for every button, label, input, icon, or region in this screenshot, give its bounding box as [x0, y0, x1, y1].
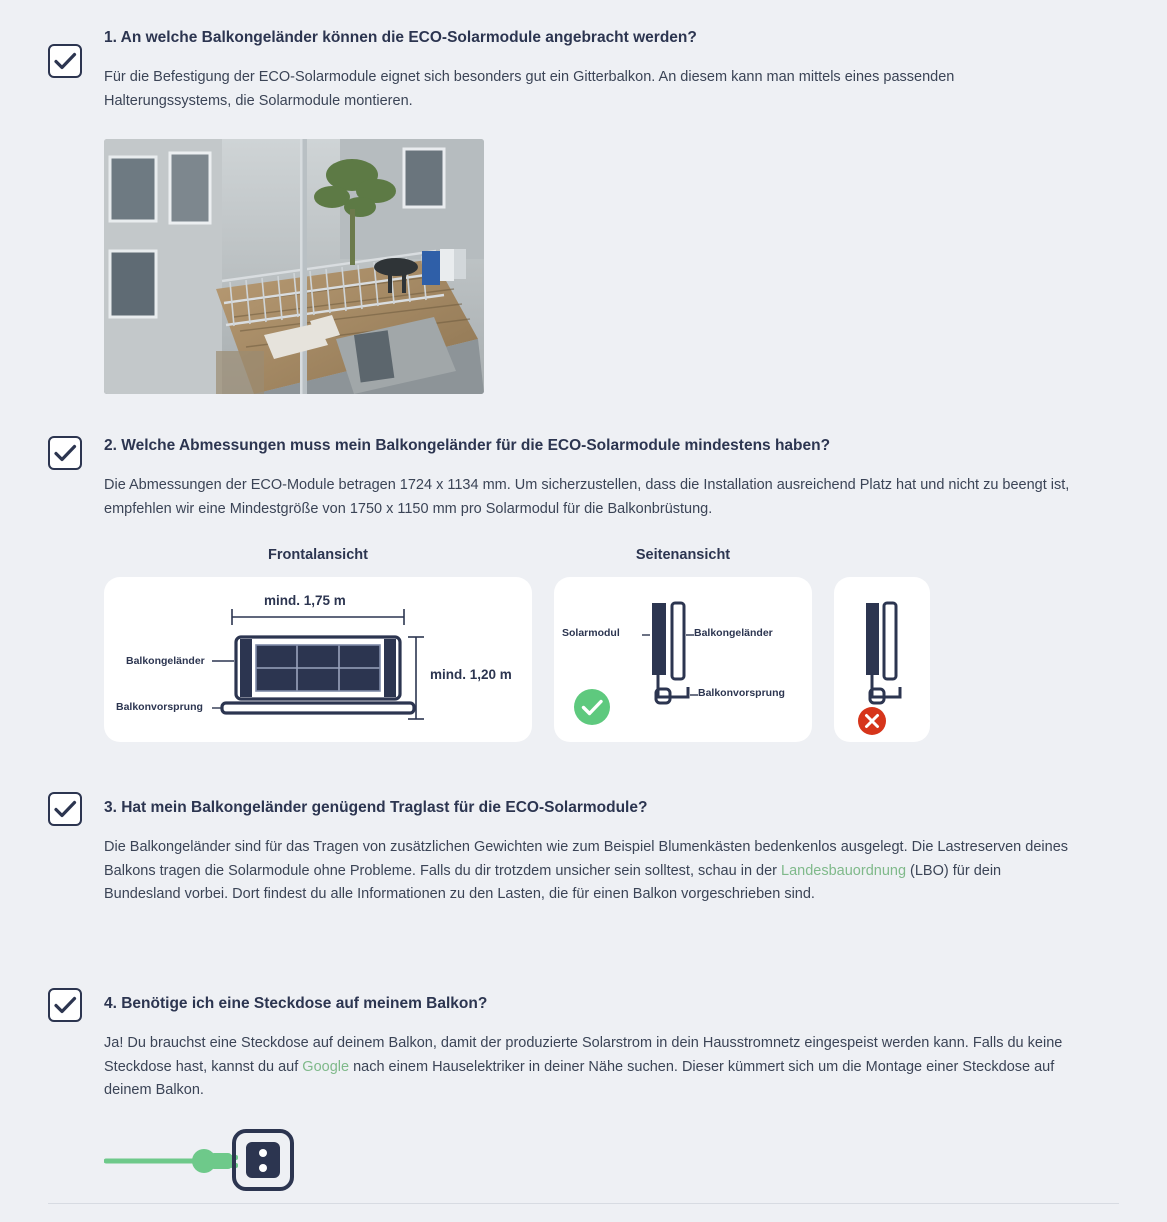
faq-answer-4-part2: nach einem Hauselektriker in deiner Nähe suchen. Dieser kümmert sich um die Montage einer Steckdose auf deinem Balkon.: [104, 1058, 1055, 1099]
diagram-front-view: [104, 547, 532, 742]
checkmark-icon: [48, 436, 82, 470]
faq-answer-1: Für die Befestigung der ECO-Solarmodule eignet sich besonders gut ein Gitterbalkon. An diesem kann man mittels eines passenden Halterungssystems, die Solarmodule montieren.: [104, 69, 955, 109]
faq-answer-3-part2: (LBO) für dein Bundesland vorbei. Dort findest du alle Informationen zu den Lasten, die für einen Balkon vorgeschrieben sind.: [104, 862, 1002, 903]
faq-item-3: [0, 792, 1167, 907]
checkmark-icon: [48, 44, 82, 78]
diagram-side-title: Seitenansicht: [635, 547, 731, 564]
socket-plug-graphic: [104, 1125, 404, 1195]
checkmark-icon: [48, 988, 82, 1022]
faq-answer-2: Die Abmessungen der ECO-Module betragen 1724 x 1134 mm. Um sicherzustellen, dass die Installation ausreichend Platz hat und nicht zu beengt ist, empfehlen wir eine Mindestgröße von 1750 x 1150 mm pro Solarmodul für die Balkonbrüstung.: [104, 477, 1070, 517]
faq-question-1: 1. An welche Balkongeländer können die ECO-Solarmodule angebracht werden?: [104, 29, 697, 46]
diagram-side-card-ok: [554, 577, 812, 742]
dimension-diagrams: [104, 547, 1107, 742]
front-width-label: mind. 1,75 m: [264, 593, 346, 609]
diagram-front-card: [104, 577, 532, 742]
balcony-photo: [104, 139, 484, 394]
faq-answer-4: [104, 1032, 1072, 1102]
faq-question-3: 3. Hat mein Balkongeländer genügend Traglast für die ECO-Solarmodule?: [104, 799, 648, 816]
front-overhang-label: Balkonvorsprung: [116, 701, 203, 714]
faq-item-1: [0, 22, 1167, 394]
front-railing-label: Balkongeländer: [126, 655, 205, 668]
faq-question-2: 2. Welche Abmessungen muss mein Balkongeländer für die ECO-Solarmodule mindestens haben?: [104, 437, 831, 454]
faq-item-2: [0, 430, 1167, 742]
front-height-label: mind. 1,20 m: [430, 667, 512, 683]
diagram-side-view-bad: [834, 547, 930, 742]
diagram-side-card-bad: [834, 577, 930, 742]
faq-answer-4-part1: Ja! Du brauchst eine Steckdose auf deinem Balkon, damit der produzierte Solarstrom in dein Hausstromnetz eingespeist werden kann. Falls du keine Steckdose hast, kannst du auf: [104, 1035, 1063, 1075]
diagram-front-title: Frontalansicht: [268, 547, 368, 564]
faq-item-4: [0, 988, 1167, 1195]
side-railing-label: Balkongeländer: [694, 627, 773, 640]
divider: [48, 1203, 1119, 1204]
landesbauordnung-link[interactable]: Landesbauordnung: [781, 862, 907, 879]
diagram-side-view-ok: [554, 547, 812, 742]
side-overhang-label: Balkonvorsprung: [698, 687, 785, 700]
side-module-label: Solarmodul: [562, 627, 620, 640]
faq-question-4: 4. Benötige ich eine Steckdose auf meinem Balkon?: [104, 995, 488, 1012]
checkmark-icon: [48, 792, 82, 826]
faq-answer-3-part1: Die Balkongeländer sind für das Tragen von zusätzlichen Gewichten wie zum Beispiel Blumenkästen bedenkenlos ausgelegt. Die Lastreserven deines Balkons tragen die Solarmodule ohne Probleme. Falls du dir trotzdem unsicher sein solltest, schau in der: [104, 839, 1069, 879]
google-link[interactable]: Google: [302, 1058, 350, 1075]
faq-answer-3: [104, 836, 1072, 906]
